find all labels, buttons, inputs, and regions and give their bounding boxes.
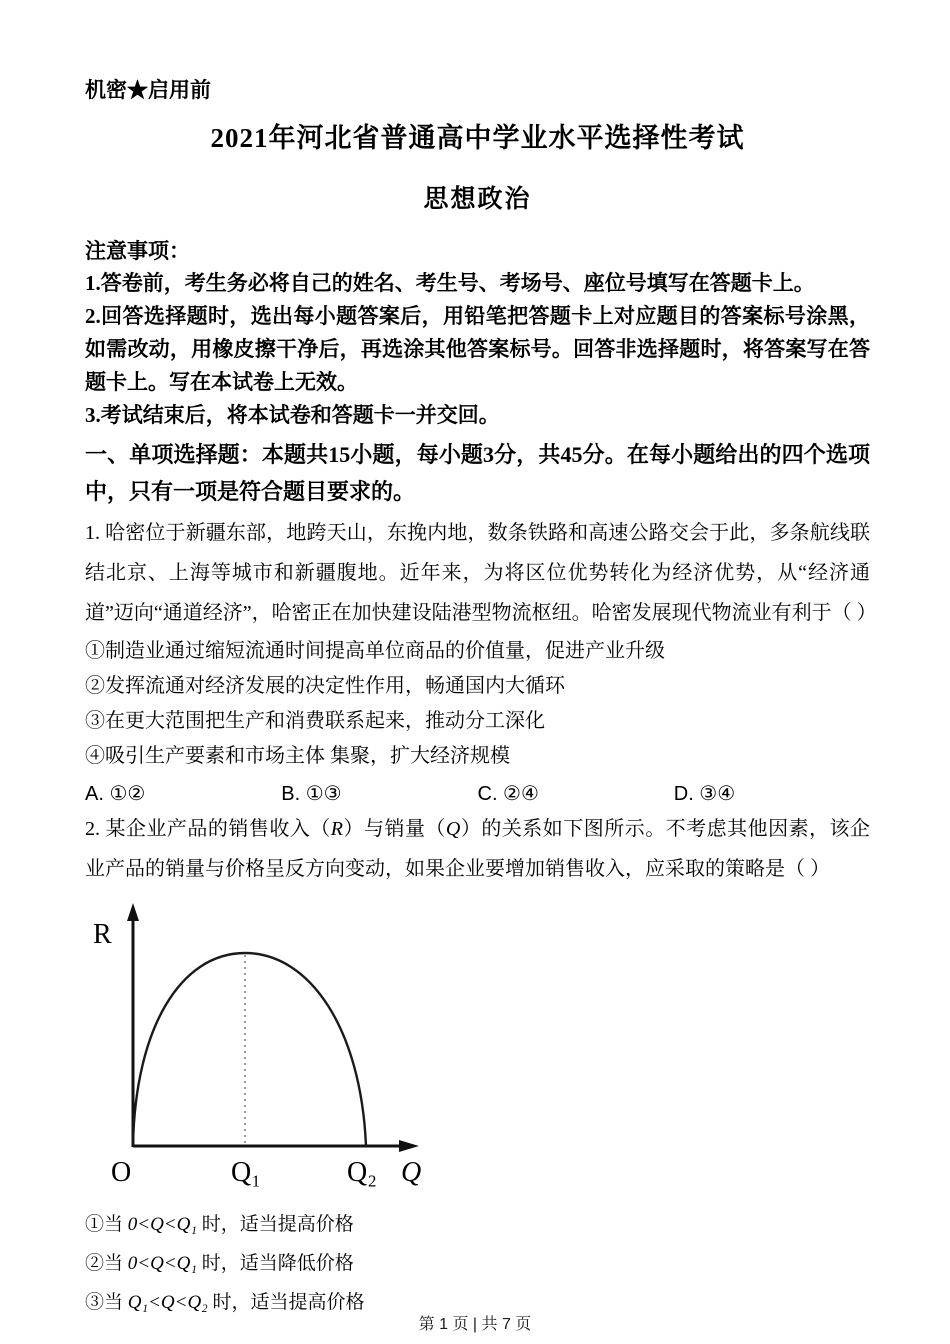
- question2-stem-seg3: ）的关系如下图所示。不考虑其他因素，该企业产品的销量与价格呈反方向变动，如果企业要增加销售收入，应采取的策略是（ ）: [85, 818, 871, 880]
- security-label: 机密★启用前: [85, 79, 211, 102]
- notice-item-2: 2.回答选择题时，选出每小题答案后，用铅笔把答题卡上对应题目的答案标号涂黑，如需改动，用橡皮擦干净后，再选涂其他答案标号。回答非选择题时，将答案写在答题卡上。写在本试卷上无效。: [85, 304, 870, 394]
- revenue-curve: [133, 953, 366, 1146]
- question1-item-1: ①制造业通过缩短流通时间提高单位商品的价值量，促进产业升级: [85, 640, 665, 662]
- origin-label: O: [111, 1157, 132, 1188]
- question1-item-3: ③在更大范围把生产和消费联系起来，推动分工深化: [85, 710, 545, 732]
- question2-stem: [85, 809, 870, 889]
- statement2-suffix: 时，适当降低价格: [196, 1253, 354, 1274]
- y-axis-label: R: [93, 919, 112, 950]
- statement3-math: Q₁<Q<Q₂: [127, 1292, 208, 1313]
- exam-title: 2021年河北省普通高中学业水平选择性考试: [210, 123, 745, 153]
- question1-stem: 1. 哈密位于新疆东部，地跨天山，东挽内地，数条铁路和高速公路交会于此，多条航线联结北京、上海等城市和新疆腹地。近年来，为将区位优势转化为经济优势，从“经济通道”迈向“通道经济”，哈密正在加快建设陆港型物流枢纽。哈密发展现代物流业有利于（ ）: [85, 522, 877, 624]
- variable-q: Q: [445, 818, 461, 840]
- choice-c: C. ②④: [477, 783, 539, 805]
- question1-choices: [85, 781, 870, 806]
- exam-subject: 思想政治: [423, 186, 532, 213]
- choice-d: D. ③④: [673, 783, 736, 805]
- question1-item-4: ④吸引生产要素和市场主体 集聚，扩大经济规模: [85, 745, 510, 767]
- notice-heading: 注意事项：: [85, 239, 190, 263]
- q2-tick-label: Q₂: [347, 1157, 377, 1188]
- statement1-prefix: ①当: [85, 1214, 128, 1235]
- section-heading: 一、单项选择题：本题共15小题，每小题3分，共45分。在每小题给出的四个选项中，只有一项是符合题目要求的。: [85, 442, 870, 504]
- notice-item-1: 1.答卷前，考生务必将自己的姓名、考生号、考场号、座位号填写在答题卡上。: [85, 271, 815, 295]
- notice-item-3: 3.考试结束后，将本试卷和答题卡一并交回。: [85, 403, 500, 427]
- question2-statement-2: [85, 1244, 870, 1283]
- y-axis-arrow-icon: [127, 903, 139, 921]
- question2-statement-1: [85, 1205, 870, 1244]
- statement2-prefix: ②当: [85, 1253, 128, 1274]
- statement2-math: 0<Q<Q₁: [127, 1253, 197, 1274]
- question2-statements: [85, 1205, 870, 1322]
- statement3-suffix: 时，适当提高价格: [207, 1292, 365, 1313]
- x-axis-arrow-icon: [399, 1140, 419, 1152]
- page-footer: 第 1 页 | 共 7 页: [418, 1316, 532, 1333]
- choice-b: B. ①③: [281, 783, 342, 805]
- question2-stem-seg1: 2. 某企业产品的销售收入（: [85, 818, 331, 840]
- choice-a: A. ①②: [85, 783, 146, 805]
- variable-r: R: [330, 818, 344, 840]
- revenue-curve-chart: [85, 901, 445, 1191]
- q1-tick-label: Q₁: [231, 1157, 261, 1188]
- revenue-quantity-figure: [85, 901, 870, 1191]
- statement3-prefix: ③当: [85, 1292, 128, 1313]
- question2-stem-seg2: ）与销量（: [343, 818, 446, 840]
- question1-item-2: ②发挥流通对经济发展的决定性作用，畅通国内大循环: [85, 675, 565, 697]
- statement1-math: 0<Q<Q₁: [127, 1214, 197, 1235]
- statement1-suffix: 时，适当提高价格: [196, 1214, 354, 1235]
- x-axis-label: Q: [401, 1157, 422, 1188]
